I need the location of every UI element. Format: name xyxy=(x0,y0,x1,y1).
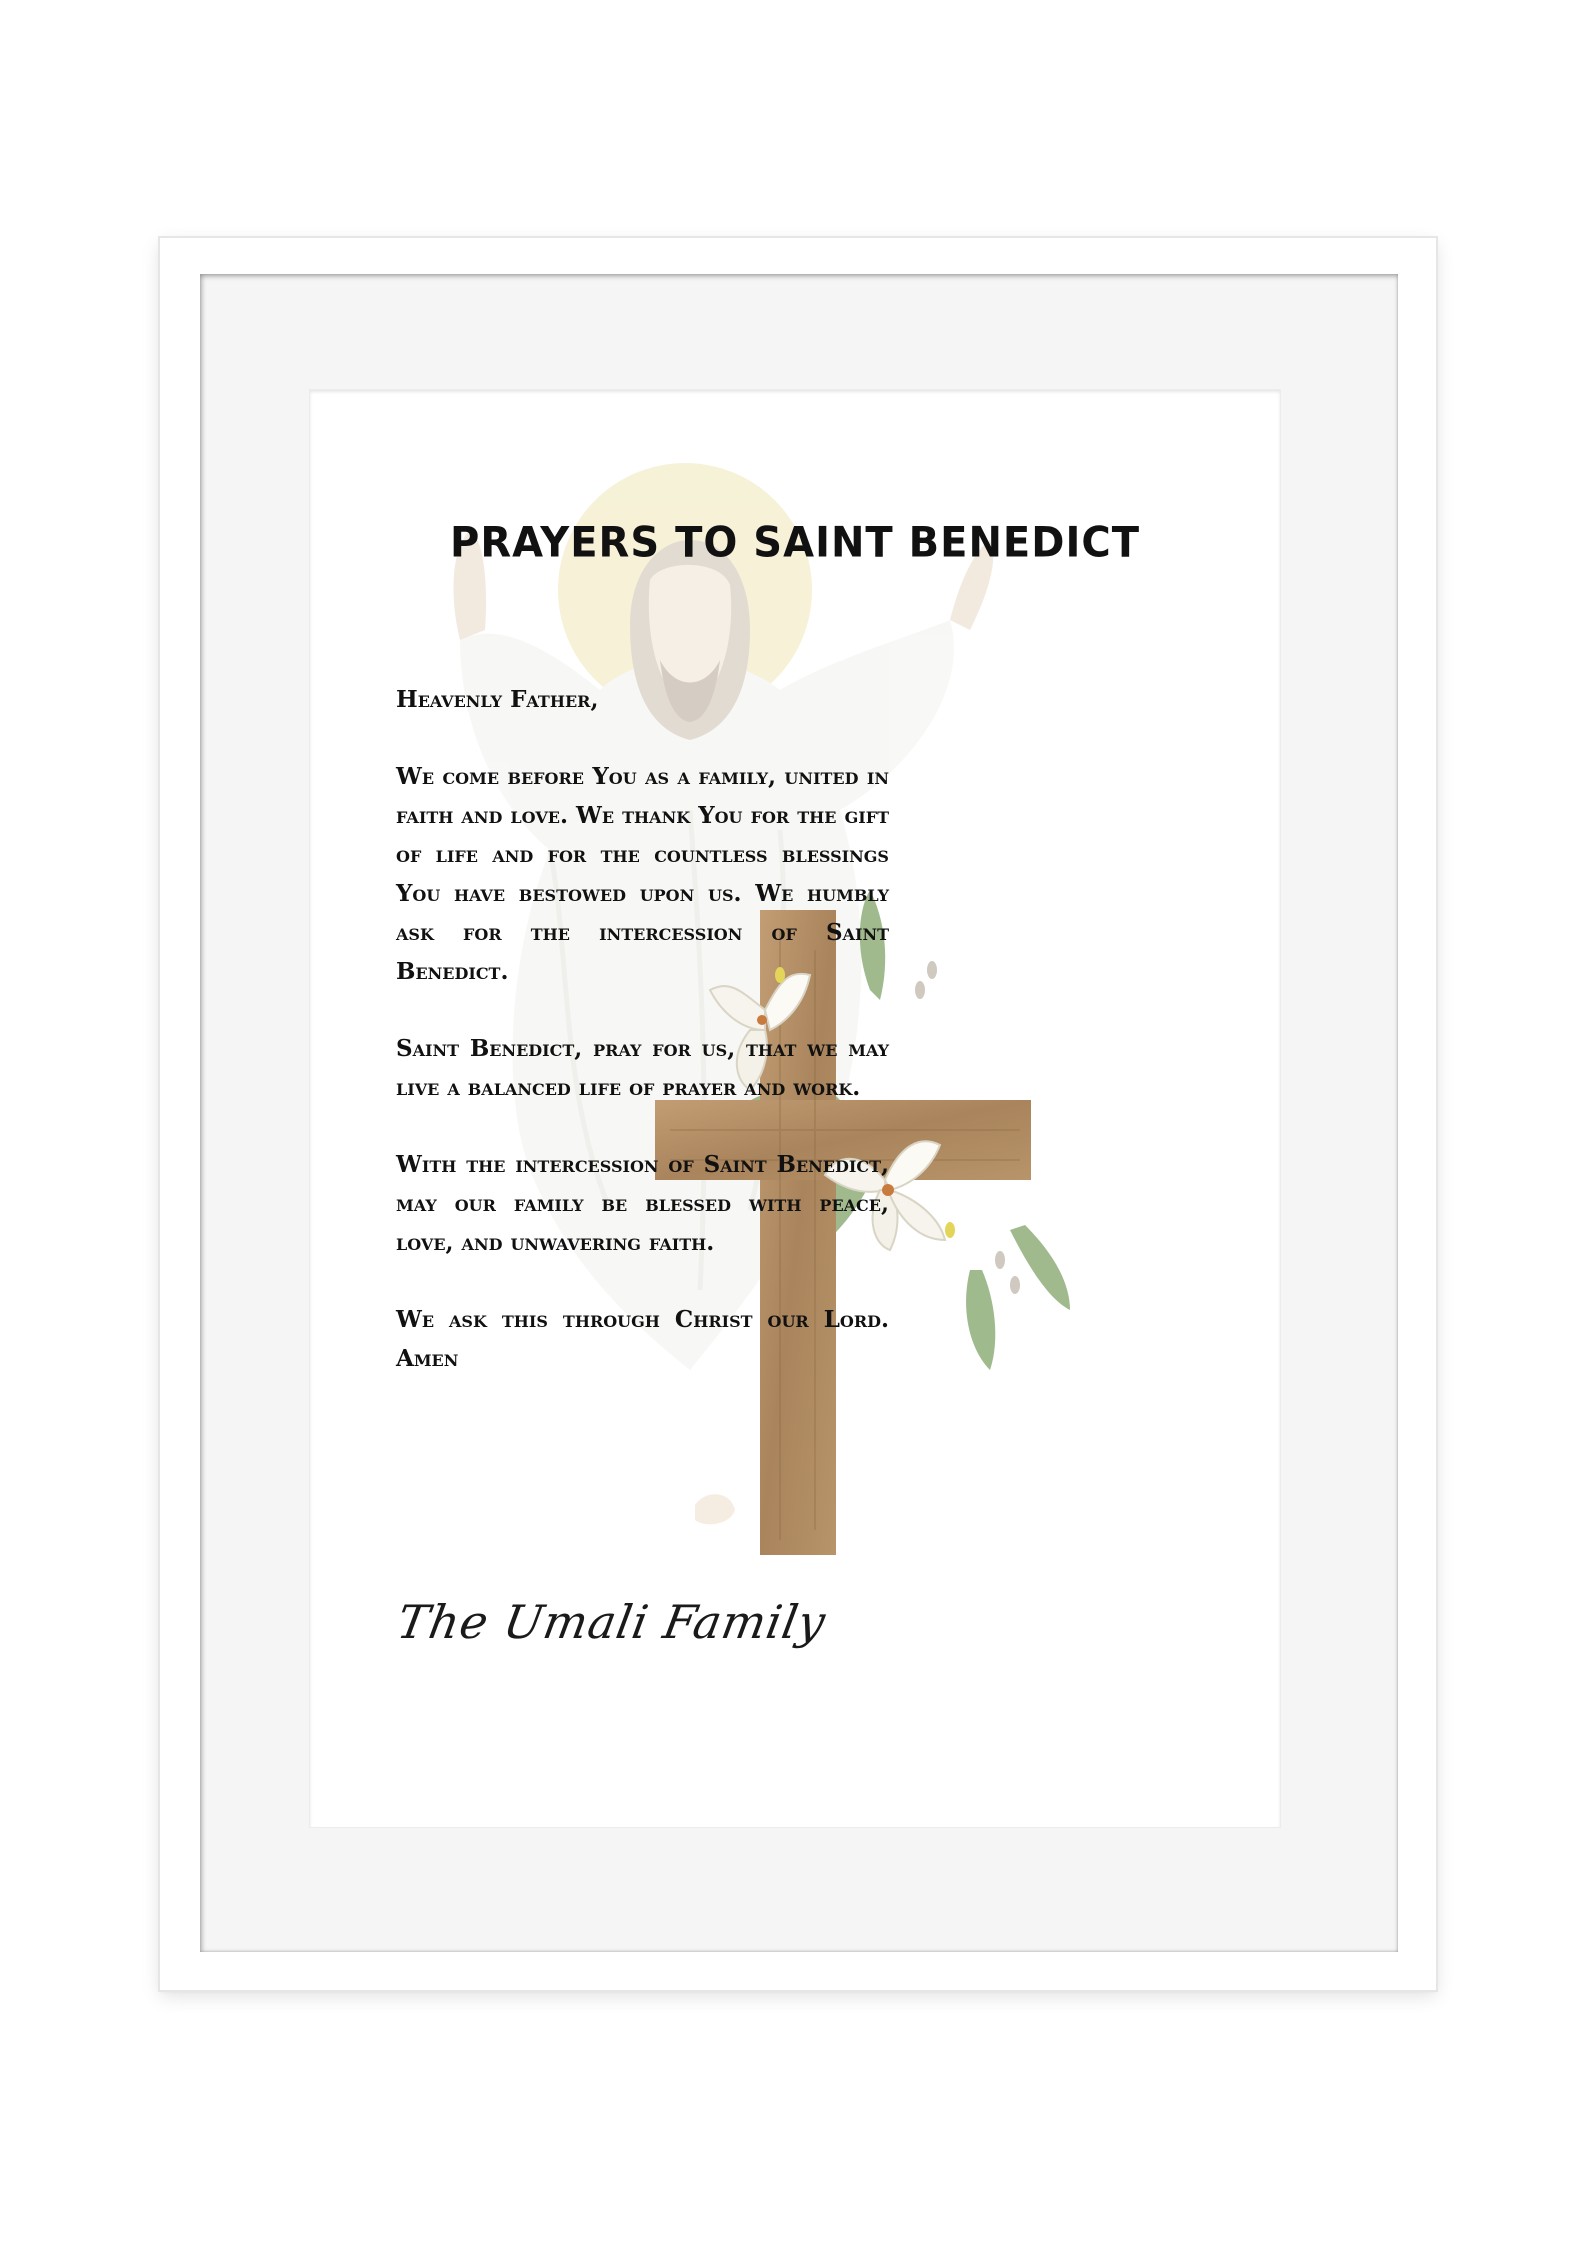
picture-frame xyxy=(160,238,1436,1990)
print-mat xyxy=(310,390,1280,1827)
prayer-paragraph: We come before You as a family, united in faith and love. We thank You for the gift of life and for the countless blessings You have bestowed upon us. We humbly ask for the intercession of Saint Benedict. xyxy=(396,763,889,985)
family-signature: The Umali Family xyxy=(393,1595,831,1649)
prayer-paragraph: With the intercession of Saint Benedict, may our family be blessed with peace, love, and unwavering faith. xyxy=(396,1151,889,1256)
prayer-body xyxy=(396,680,889,1416)
prayer-paragraph: Heavenly Father, xyxy=(396,686,599,713)
prayer-paragraph: We ask this through Christ our Lord. Amen xyxy=(396,1306,889,1372)
prayer-title: PRAYERS TO SAINT BENEDICT xyxy=(450,518,1140,568)
prayer-print xyxy=(310,390,1280,1827)
prayer-paragraph: Saint Benedict, pray for us, that we may live a balanced life of prayer and work. xyxy=(396,1035,889,1101)
